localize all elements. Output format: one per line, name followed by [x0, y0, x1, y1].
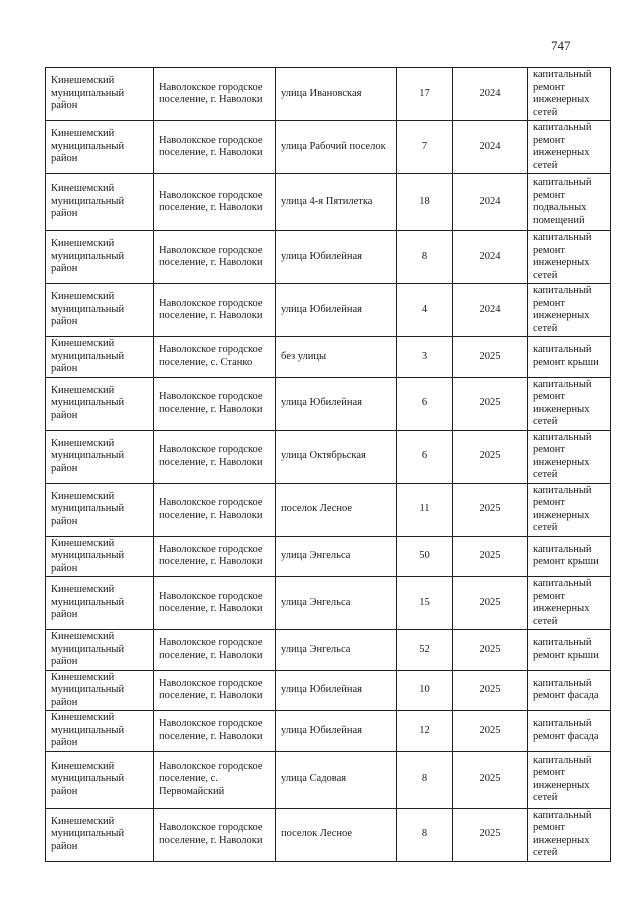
- street-cell: улица 4-я Пятилетка: [276, 174, 397, 231]
- district-cell: Кинешемский муниципальный район: [46, 231, 154, 284]
- table-row: [46, 284, 611, 337]
- year-cell: 2025: [453, 337, 528, 378]
- work-type-cell: капитальный ремонт инженерных сетей: [528, 231, 611, 284]
- work-type-cell: капитальный ремонт крыши: [528, 337, 611, 378]
- table-row: [46, 808, 611, 861]
- street-cell: улица Рабочий поселок: [276, 121, 397, 174]
- work-type-cell: капитальный ремонт инженерных сетей: [528, 483, 611, 536]
- district-cell: Кинешемский муниципальный район: [46, 68, 154, 121]
- house-number-cell: 15: [397, 577, 453, 630]
- table-row: [46, 121, 611, 174]
- settlement-cell: Наволокское городское поселение, г. Наволоки: [154, 121, 276, 174]
- district-cell: Кинешемский муниципальный район: [46, 711, 154, 752]
- year-cell: 2025: [453, 577, 528, 630]
- table-row: [46, 536, 611, 577]
- settlement-cell: Наволокское городское поселение, с. Станко: [154, 337, 276, 378]
- work-type-cell: капитальный ремонт инженерных сетей: [528, 430, 611, 483]
- table-row: [46, 68, 611, 121]
- district-cell: Кинешемский муниципальный район: [46, 430, 154, 483]
- year-cell: 2025: [453, 483, 528, 536]
- settlement-cell: Наволокское городское поселение, г. Наволоки: [154, 174, 276, 231]
- table-row: [46, 630, 611, 671]
- district-cell: Кинешемский муниципальный район: [46, 337, 154, 378]
- table-row: [46, 231, 611, 284]
- table-row: [46, 430, 611, 483]
- work-type-cell: капитальный ремонт инженерных сетей: [528, 68, 611, 121]
- house-number-cell: 52: [397, 630, 453, 671]
- street-cell: улица Энгельса: [276, 577, 397, 630]
- settlement-cell: Наволокское городское поселение, г. Наволоки: [154, 68, 276, 121]
- work-type-cell: капитальный ремонт инженерных сетей: [528, 121, 611, 174]
- settlement-cell: Наволокское городское поселение, г. Наволоки: [154, 711, 276, 752]
- table-row: [46, 174, 611, 231]
- house-number-cell: 7: [397, 121, 453, 174]
- year-cell: 2025: [453, 711, 528, 752]
- district-cell: Кинешемский муниципальный район: [46, 808, 154, 861]
- work-type-cell: капитальный ремонт подвальных помещений: [528, 174, 611, 231]
- district-cell: Кинешемский муниципальный район: [46, 630, 154, 671]
- street-cell: улица Юбилейная: [276, 377, 397, 430]
- year-cell: 2024: [453, 121, 528, 174]
- year-cell: 2025: [453, 808, 528, 861]
- district-cell: Кинешемский муниципальный район: [46, 536, 154, 577]
- street-cell: улица Энгельса: [276, 536, 397, 577]
- table-row: [46, 577, 611, 630]
- year-cell: 2025: [453, 630, 528, 671]
- street-cell: улица Юбилейная: [276, 231, 397, 284]
- year-cell: 2024: [453, 68, 528, 121]
- house-number-cell: 3: [397, 337, 453, 378]
- settlement-cell: Наволокское городское поселение, г. Наволоки: [154, 377, 276, 430]
- repair-schedule-table: [45, 67, 611, 862]
- street-cell: улица Юбилейная: [276, 670, 397, 711]
- district-cell: Кинешемский муниципальный район: [46, 577, 154, 630]
- house-number-cell: 12: [397, 711, 453, 752]
- work-type-cell: капитальный ремонт фасада: [528, 711, 611, 752]
- year-cell: 2025: [453, 377, 528, 430]
- year-cell: 2025: [453, 430, 528, 483]
- house-number-cell: 4: [397, 284, 453, 337]
- work-type-cell: капитальный ремонт крыши: [528, 536, 611, 577]
- settlement-cell: Наволокское городское поселение, г. Наволоки: [154, 430, 276, 483]
- year-cell: 2024: [453, 174, 528, 231]
- house-number-cell: 8: [397, 808, 453, 861]
- street-cell: улица Садовая: [276, 751, 397, 808]
- district-cell: Кинешемский муниципальный район: [46, 121, 154, 174]
- settlement-cell: Наволокское городское поселение, г. Наволоки: [154, 577, 276, 630]
- house-number-cell: 8: [397, 231, 453, 284]
- work-type-cell: капитальный ремонт фасада: [528, 670, 611, 711]
- year-cell: 2024: [453, 231, 528, 284]
- table-row: [46, 337, 611, 378]
- table-row: [46, 670, 611, 711]
- settlement-cell: Наволокское городское поселение, с. Первомайский: [154, 751, 276, 808]
- house-number-cell: 18: [397, 174, 453, 231]
- district-cell: Кинешемский муниципальный район: [46, 174, 154, 231]
- house-number-cell: 11: [397, 483, 453, 536]
- district-cell: Кинешемский муниципальный район: [46, 670, 154, 711]
- settlement-cell: Наволокское городское поселение, г. Наволоки: [154, 630, 276, 671]
- settlement-cell: Наволокское городское поселение, г. Наволоки: [154, 483, 276, 536]
- settlement-cell: Наволокское городское поселение, г. Наволоки: [154, 231, 276, 284]
- work-type-cell: капитальный ремонт инженерных сетей: [528, 284, 611, 337]
- work-type-cell: капитальный ремонт инженерных сетей: [528, 377, 611, 430]
- work-type-cell: капитальный ремонт инженерных сетей: [528, 577, 611, 630]
- house-number-cell: 8: [397, 751, 453, 808]
- street-cell: улица Ивановская: [276, 68, 397, 121]
- district-cell: Кинешемский муниципальный район: [46, 377, 154, 430]
- page-number: 747: [551, 38, 571, 53]
- work-type-cell: капитальный ремонт инженерных сетей: [528, 808, 611, 861]
- street-cell: поселок Лесное: [276, 808, 397, 861]
- district-cell: Кинешемский муниципальный район: [46, 751, 154, 808]
- district-cell: Кинешемский муниципальный район: [46, 284, 154, 337]
- table-row: [46, 751, 611, 808]
- table-row: [46, 711, 611, 752]
- table-row: [46, 483, 611, 536]
- street-cell: улица Октябрьская: [276, 430, 397, 483]
- street-cell: улица Юбилейная: [276, 284, 397, 337]
- house-number-cell: 50: [397, 536, 453, 577]
- work-type-cell: капитальный ремонт инженерных сетей: [528, 751, 611, 808]
- table-row: [46, 377, 611, 430]
- year-cell: 2025: [453, 670, 528, 711]
- house-number-cell: 6: [397, 430, 453, 483]
- year-cell: 2025: [453, 751, 528, 808]
- street-cell: без улицы: [276, 337, 397, 378]
- street-cell: улица Юбилейная: [276, 711, 397, 752]
- settlement-cell: Наволокское городское поселение, г. Наволоки: [154, 284, 276, 337]
- settlement-cell: Наволокское городское поселение, г. Наволоки: [154, 808, 276, 861]
- work-type-cell: капитальный ремонт крыши: [528, 630, 611, 671]
- year-cell: 2024: [453, 284, 528, 337]
- year-cell: 2025: [453, 536, 528, 577]
- settlement-cell: Наволокское городское поселение, г. Наволоки: [154, 670, 276, 711]
- house-number-cell: 10: [397, 670, 453, 711]
- street-cell: улица Энгельса: [276, 630, 397, 671]
- house-number-cell: 17: [397, 68, 453, 121]
- district-cell: Кинешемский муниципальный район: [46, 483, 154, 536]
- settlement-cell: Наволокское городское поселение, г. Наволоки: [154, 536, 276, 577]
- street-cell: поселок Лесное: [276, 483, 397, 536]
- house-number-cell: 6: [397, 377, 453, 430]
